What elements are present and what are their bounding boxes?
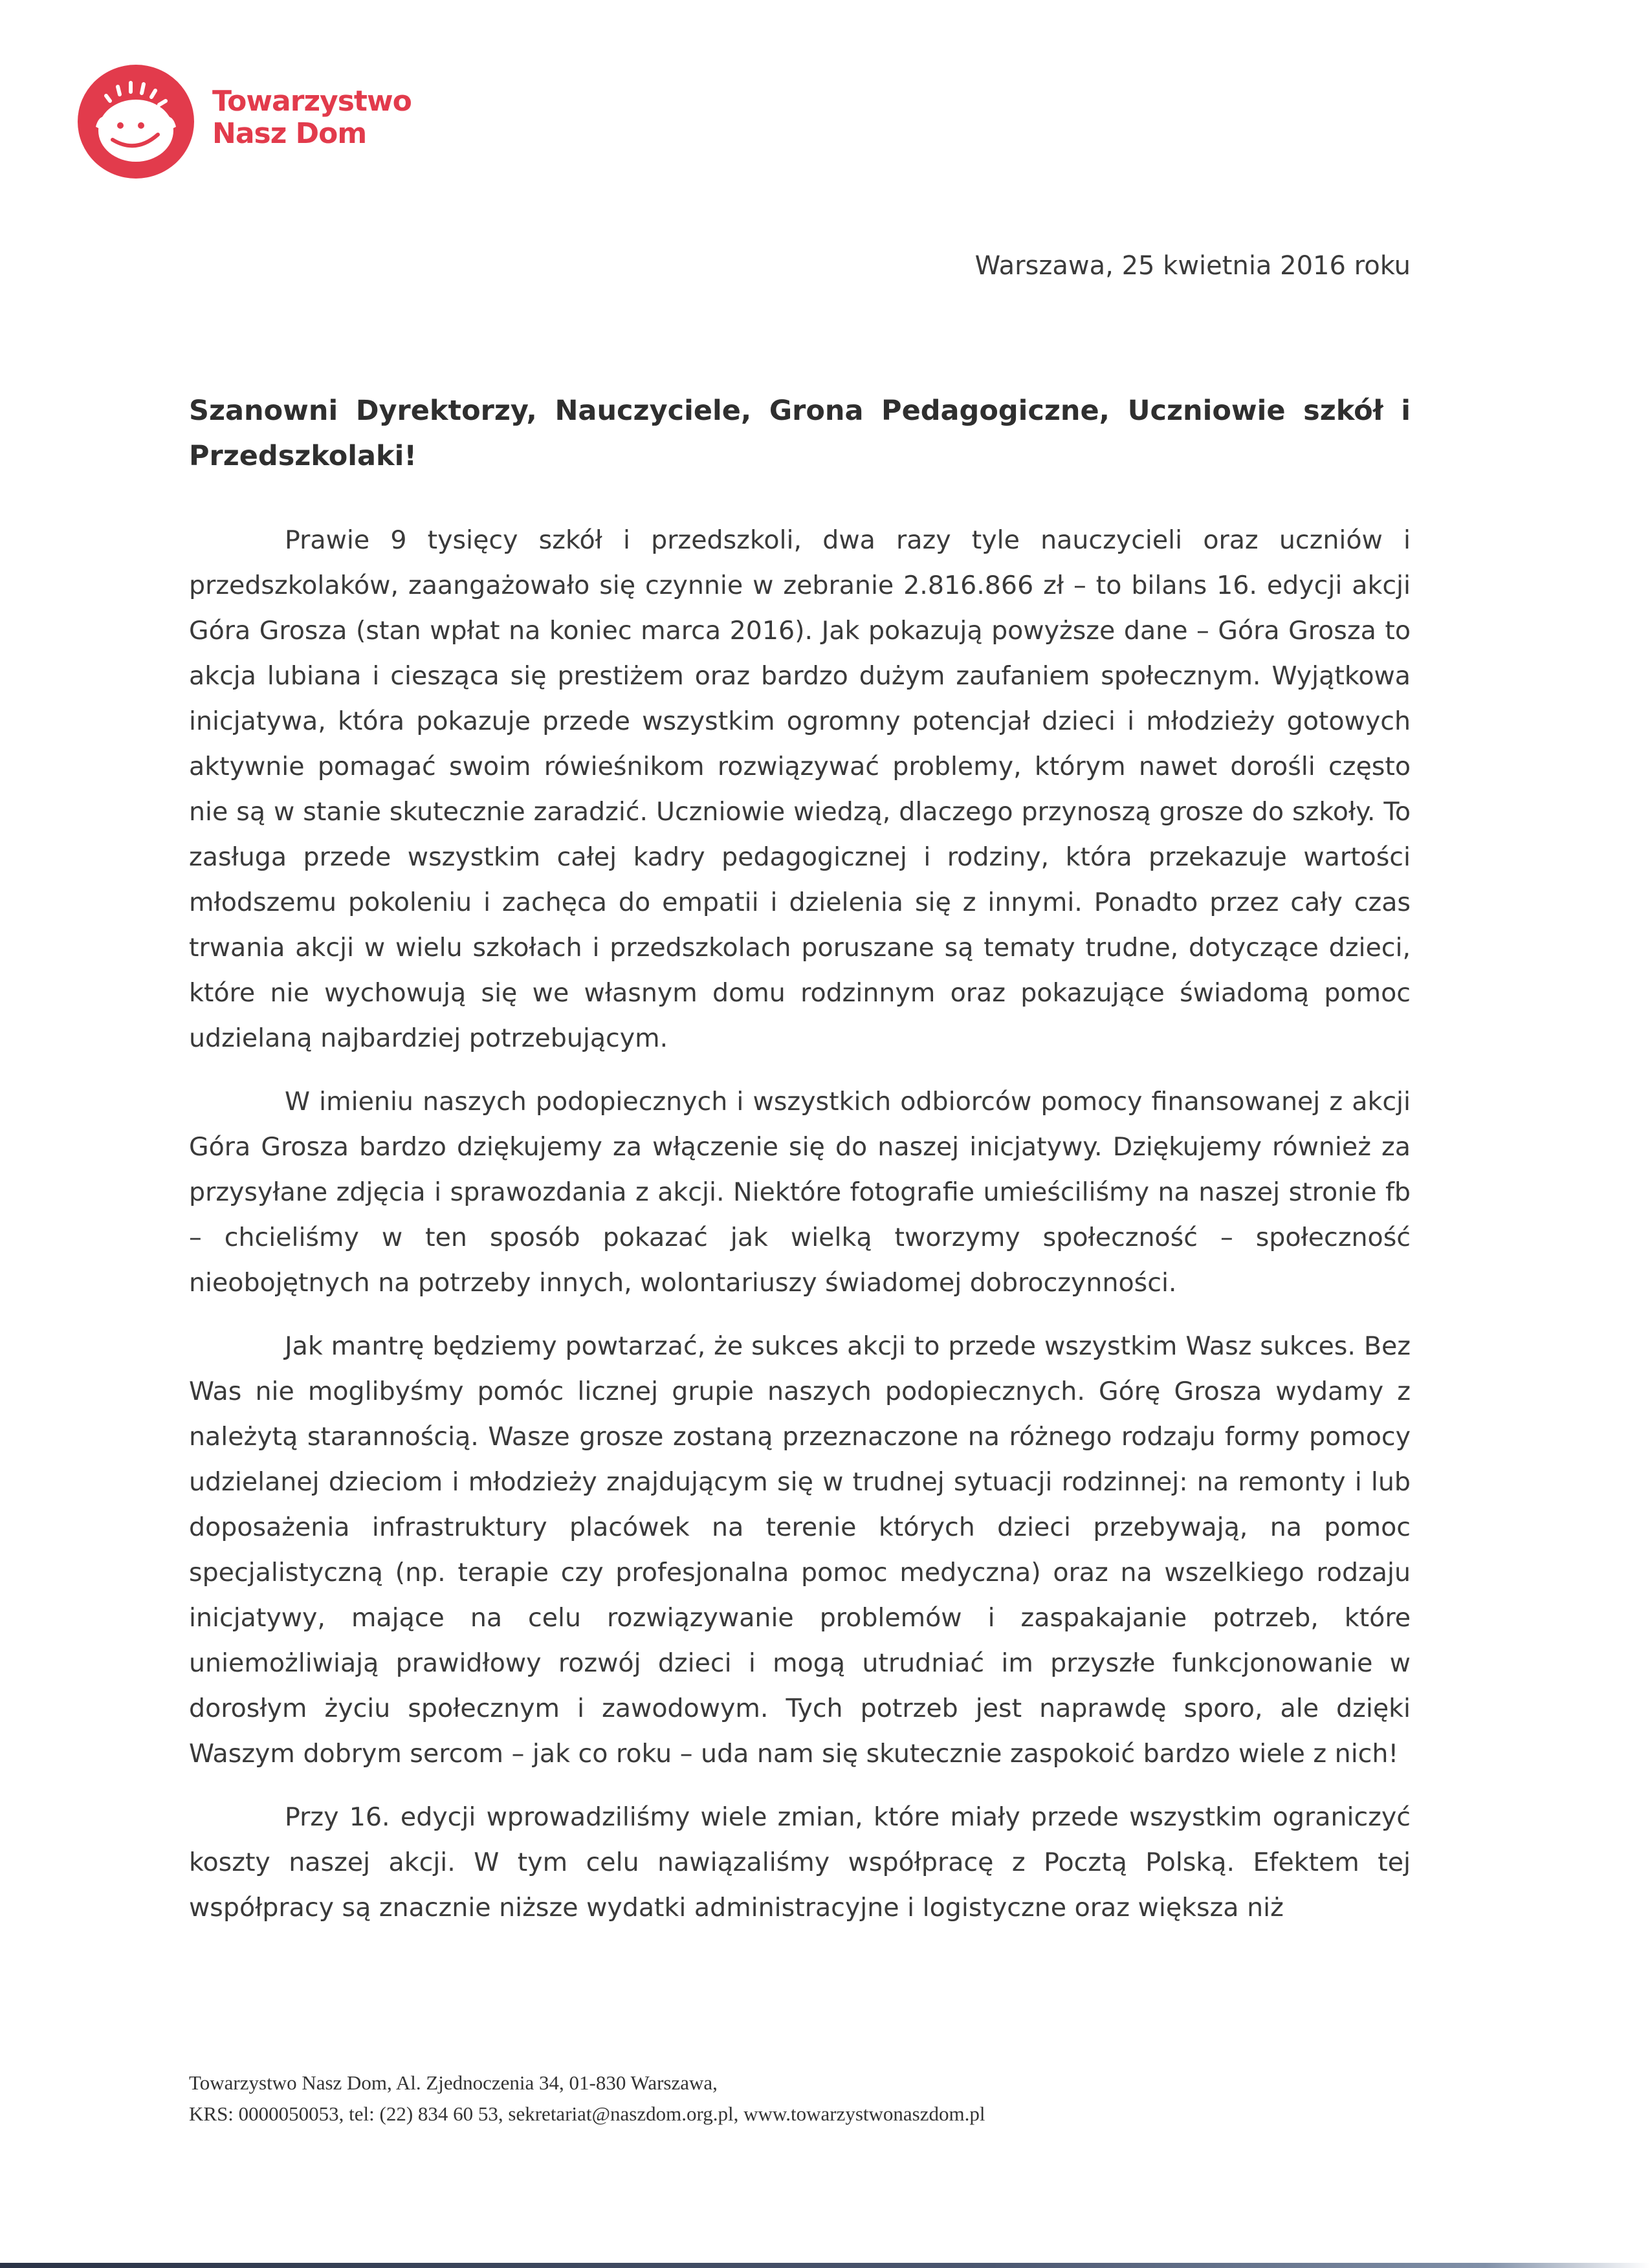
paragraph: Jak mantrę będziemy powtarzać, że sukces akcji to przede wszystkim Wasz sukces. Bez Was nie moglibyśmy pomóc licznej grupie naszych podopiecznych. Górę Grosza wydamy z należytą starannością. Wasze grosze zostaną przeznaczone na różnego rodzaju formy pomocy udzielanej dzieciom i młodzieży znajdującym się w trudnej sytuacji rodzinnej: na remonty i lub doposażenia infrastruktury placówek na terenie których dzieci przebywają, na pomoc specjalistyczną (np. terapie czy profesjonalna pomoc medyczna) oraz na wszelkiego rodzaju inicjatywy, mające na celu rozwiązywanie problemów i zaspakajanie potrzeb, które uniemożliwiają prawidłowy rozwój dzieci i mogą utrudniać im przyszłe funkcjonowanie w dorosłym życiu społecznym i zawodowym. Tych potrzeb jest naprawdę sporo, ale dzięki Waszym dobrym sercom – jak co roku – uda nam się skutecznie zaspokoić bardzo wiele z nich!	[189, 1331, 1411, 1769]
letter-date: Warszawa, 25 kwietnia 2016 roku	[974, 251, 1411, 281]
footer-address: Towarzystwo Nasz Dom, Al. Zjednoczenia 34, 01-830 Warszawa,	[189, 2071, 718, 2094]
paragraph: Przy 16. edycji wprowadziliśmy wiele zmian, które miały przede wszystkim ograniczyć koszty naszej akcji. W tym celu nawiązaliśmy współpracę z Pocztą Polską. Efektem tej współpracy są znacznie niższe wydatki administracyjne i logistyczne oraz większa niż	[189, 1802, 1411, 1923]
letter-body	[189, 518, 1411, 1948]
logo-line-1: Towarzystwo	[212, 85, 412, 118]
paragraph: W imieniu naszych podopiecznych i wszystkich odbiorców pomocy finansowanej z akcji Góra Grosza bardzo dziękujemy za włączenie się do naszej inicjatywy. Dziękujemy również za przysyłane zdjęcia i sprawozdania z akcji. Niektóre fotografie umieściliśmy na naszej stronie fb – chcieliśmy w ten sposób pokazać jak wielką tworzymy społeczność – społeczność nieobojętnych na potrzeby innych, wolontariuszy świadomej dobroczynności.	[189, 1087, 1411, 1298]
scan-edge-divider	[0, 2263, 1650, 2268]
footer-contact: KRS: 0000050053, tel: (22) 834 60 53, sekretariat@naszdom.org.pl, www.towarzystwonaszdom.pl	[189, 2102, 985, 2125]
organization-logo	[76, 63, 439, 186]
paragraph: Prawie 9 tysięcy szkół i przedszkoli, dwa razy tyle nauczycieli oraz uczniów i przedszkolaków, zaangażowało się czynnie w zebranie 2.816.866 zł – to bilans 16. edycji akcji Góra Grosza (stan wpłat na koniec marca 2016). Jak pokazują powyższe dane – Góra Grosza to akcja lubiana i ciesząca się prestiżem oraz bardzo dużym zaufaniem społecznym. Wyjątkowa inicjatywa, która pokazuje przede wszystkim ogromny potencjał dzieci i młodzieży gotowych aktywnie pomagać swoim rówieśnikom rozwiązywać problemy, którym nawet dorośli często nie są w stanie skutecznie zaradzić. Uczniowie wiedzą, dlaczego przynoszą grosze do szkoły. To zasługa przede wszystkim całej kadry pedagogicznej i rodziny, która przekazuje wartości młodszemu pokoleniu i zachęca do empatii i dzielenia się z innymi. Ponadto przez cały czas trwania akcji w wielu szkołach i przedszkolach poruszane są tematy trudne, dotyczące dzieci, które nie wychowują się we własnym domu rodzinnym oraz pokazujące świadomą pomoc udzielaną najbardziej potrzebującym.	[189, 525, 1411, 1053]
salutation-heading: Szanowni Dyrektorzy, Nauczyciele, Grona Pedagogiczne, Uczniowie szkół i Przedszkolaki!	[189, 395, 1411, 472]
logo-wordmark	[212, 85, 412, 150]
smiling-child-face-icon	[76, 63, 195, 180]
logo-line-2: Nasz Dom	[212, 117, 367, 150]
letterhead-footer	[189, 2067, 985, 2130]
